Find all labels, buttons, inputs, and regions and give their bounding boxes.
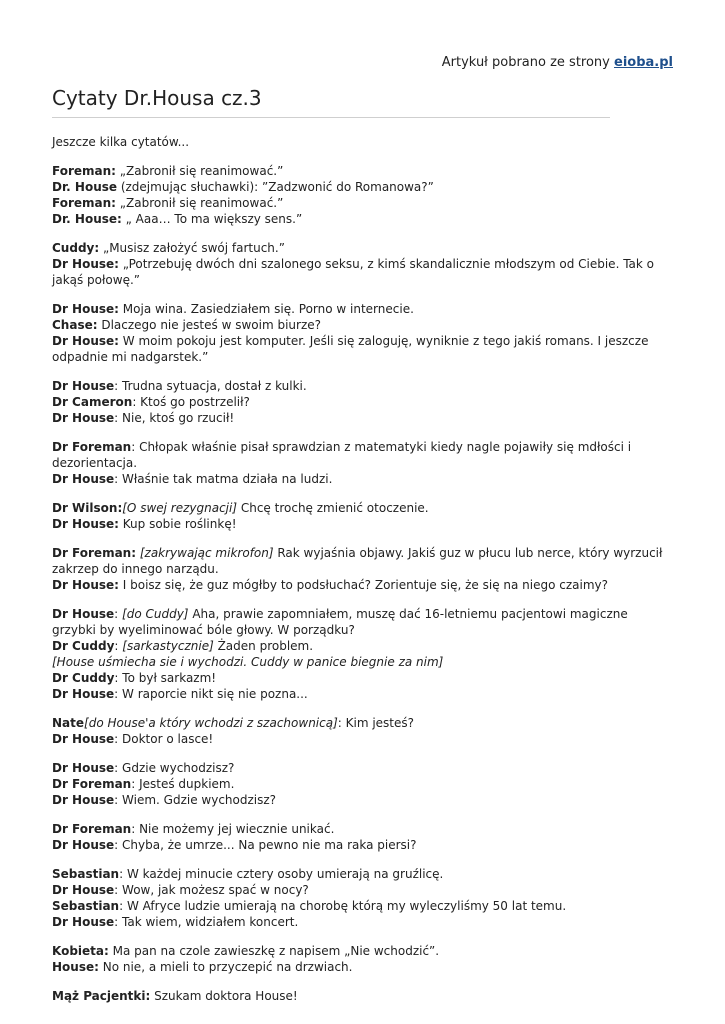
quote-line bbox=[52, 760, 672, 776]
speaker-name: Foreman: bbox=[52, 164, 116, 178]
quote-text: : Jesteś dupkiem. bbox=[131, 777, 235, 791]
quote-text: : Tak wiem, widziałem koncert. bbox=[114, 915, 299, 929]
quote-text: : Trudna sytuacja, dostał z kulki. bbox=[114, 379, 307, 393]
quote-paragraph bbox=[52, 163, 672, 227]
quote-line bbox=[52, 179, 672, 195]
speaker-name: Dr House: bbox=[52, 334, 119, 348]
quote-text: : Chyba, że umrze... Na pewno nie ma raka piersi? bbox=[114, 838, 417, 852]
quote-line bbox=[52, 195, 672, 211]
speaker-name: Cuddy: bbox=[52, 241, 100, 255]
speaker-name: Dr House bbox=[52, 793, 115, 807]
quote-text: W moim pokoju jest komputer. Jeśli się zaloguję, wyniknie z tego jakiś romans. I jeszcze odpadnie mi nadgarstek.” bbox=[52, 334, 649, 364]
speaker-name: Chase: bbox=[52, 318, 98, 332]
quote-text: „Potrzebuję dwóch dni szalonego seksu, z kimś skandalicznie młodszym od Ciebie. Tak o jakąś połowę.” bbox=[52, 257, 654, 287]
speaker-name: Dr House bbox=[52, 411, 115, 425]
quote-line bbox=[52, 654, 672, 670]
quote-line bbox=[52, 545, 672, 577]
quote-text: „Musisz założyć swój fartuch.” bbox=[99, 241, 285, 255]
quote-text: Szukam doktora House! bbox=[150, 989, 298, 1003]
speaker-name: Dr House bbox=[52, 915, 115, 929]
quote-text: : Gdzie wychodzisz? bbox=[114, 761, 235, 775]
quote-line bbox=[52, 516, 672, 532]
title-divider bbox=[52, 117, 610, 118]
quote-text: : bbox=[114, 607, 123, 621]
quote-line bbox=[52, 943, 672, 959]
quote-paragraph bbox=[52, 988, 672, 1004]
speaker-name: Dr House bbox=[52, 379, 115, 393]
page-title: Cytaty Dr.Housa cz.3 bbox=[52, 86, 262, 110]
quote-line bbox=[52, 439, 672, 471]
quote-line bbox=[52, 163, 672, 179]
stage-direction: [zakrywając mikrofon] bbox=[139, 546, 274, 560]
speaker-name: Dr House bbox=[52, 761, 115, 775]
quote-paragraph bbox=[52, 500, 672, 532]
quote-text: Rak wyjaśnia objawy. Jakiś guz w płucu lub nerce, który wyrzucił zakrzep do innego narządu. bbox=[52, 546, 663, 576]
quote-text: : W raporcie nikt się nie pozna... bbox=[114, 687, 308, 701]
quote-text: : W każdej minucie cztery osoby umierają na gruźlicę. bbox=[119, 867, 444, 881]
source-prefix: Artykuł pobrano ze strony bbox=[441, 55, 610, 70]
quote-text: „Zabronił się reanimować.” bbox=[115, 164, 284, 178]
quote-line bbox=[52, 837, 672, 853]
quote-text: : Doktor o lasce! bbox=[114, 732, 214, 746]
quote-line bbox=[52, 500, 672, 516]
quote-text: : Nie możemy jej wiecznie unikać. bbox=[131, 822, 335, 836]
quote-paragraph bbox=[52, 715, 672, 747]
stage-direction: [do House'a który wchodzi z szachownicą] bbox=[84, 716, 338, 730]
source-note bbox=[442, 55, 673, 70]
quote-line bbox=[52, 240, 672, 256]
quote-text: I boisz się, że guz mógłby to podsłuchać? Zorientuje się, że się na niego czaimy? bbox=[118, 578, 609, 592]
speaker-name: Mąż Pacjentki: bbox=[52, 989, 151, 1003]
quote-line bbox=[52, 914, 672, 930]
speaker-name: Dr Foreman bbox=[52, 777, 132, 791]
intro-paragraph: Jeszcze kilka cytatów... bbox=[52, 135, 190, 149]
speaker-name: Dr House bbox=[52, 687, 115, 701]
speaker-name: Foreman: bbox=[52, 196, 116, 210]
quote-line bbox=[52, 333, 672, 365]
quote-line bbox=[52, 638, 672, 654]
speaker-name: Dr. House bbox=[52, 180, 118, 194]
quote-line bbox=[52, 731, 672, 747]
speaker-name: Dr Cameron bbox=[52, 395, 133, 409]
quote-line bbox=[52, 959, 672, 975]
quote-paragraph bbox=[52, 439, 672, 487]
stage-direction: [O swej rezygnacji] bbox=[122, 501, 238, 515]
quote-paragraph bbox=[52, 760, 672, 808]
quote-text: : Wiem. Gdzie wychodzisz? bbox=[114, 793, 277, 807]
quote-paragraph bbox=[52, 378, 672, 426]
quote-paragraph bbox=[52, 866, 672, 930]
quote-text: : bbox=[114, 639, 123, 653]
speaker-name: Nate bbox=[52, 716, 85, 730]
quote-paragraph bbox=[52, 943, 672, 975]
quote-line bbox=[52, 378, 672, 394]
quote-text: : Ktoś go postrzelił? bbox=[132, 395, 250, 409]
speaker-name: Dr Foreman: bbox=[52, 546, 137, 560]
quote-line bbox=[52, 606, 672, 638]
speaker-name: Dr House: bbox=[52, 302, 119, 316]
quote-text: : Wow, jak możesz spać w nocy? bbox=[114, 883, 309, 897]
speaker-name: Dr Wilson: bbox=[52, 501, 123, 515]
quote-line bbox=[52, 317, 672, 333]
quote-text: : To był sarkazm! bbox=[114, 671, 217, 685]
quote-text: Ma pan na czole zawieszkę z napisem „Nie wchodzić”. bbox=[108, 944, 440, 958]
stage-direction: [do Cuddy] bbox=[122, 607, 189, 621]
quote-line bbox=[52, 301, 672, 317]
quote-text: : Nie, ktoś go rzucił! bbox=[114, 411, 235, 425]
quote-line bbox=[52, 410, 672, 426]
quote-text: (zdejmując słuchawki): ”Zadzwonić do Romanowa?” bbox=[117, 180, 434, 194]
quote-paragraph bbox=[52, 240, 672, 288]
stage-direction: [House uśmiecha sie i wychodzi. Cuddy w panice biegnie za nim] bbox=[52, 655, 444, 669]
speaker-name: Dr House bbox=[52, 883, 115, 897]
quote-text: : Kim jesteś? bbox=[337, 716, 415, 730]
quote-paragraph bbox=[52, 545, 672, 593]
quote-line bbox=[52, 471, 672, 487]
speaker-name: Dr House bbox=[52, 838, 115, 852]
speaker-name: Sebastian bbox=[52, 867, 120, 881]
quote-paragraph bbox=[52, 301, 672, 365]
quote-line bbox=[52, 211, 672, 227]
quote-text: Chcę trochę zmienić otoczenie. bbox=[237, 501, 429, 515]
speaker-name: Dr House: bbox=[52, 578, 119, 592]
speaker-name: Dr House bbox=[52, 732, 115, 746]
quote-text: „Zabronił się reanimować.” bbox=[115, 196, 284, 210]
speaker-name: Dr House bbox=[52, 472, 115, 486]
quote-line bbox=[52, 686, 672, 702]
quote-line bbox=[52, 394, 672, 410]
quotes-list bbox=[52, 163, 672, 1004]
quote-line bbox=[52, 715, 672, 731]
quote-text: Kup sobie roślinkę! bbox=[118, 517, 237, 531]
speaker-name: House: bbox=[52, 960, 99, 974]
speaker-name: Dr Cuddy bbox=[52, 671, 115, 685]
quote-line bbox=[52, 256, 672, 288]
speaker-name: Dr House: bbox=[52, 517, 119, 531]
quote-line bbox=[52, 776, 672, 792]
quote-line bbox=[52, 988, 672, 1004]
speaker-name: Dr Cuddy bbox=[52, 639, 115, 653]
quote-text: Dlaczego nie jesteś w swoim biurze? bbox=[97, 318, 322, 332]
quote-text: Aha, prawie zapomniałem, muszę dać 16-letniemu pacjentowi magiczne grzybki by wyeliminować bóle głowy. W porządku? bbox=[52, 607, 628, 637]
speaker-name: Kobieta: bbox=[52, 944, 109, 958]
speaker-name: Dr. House: bbox=[52, 212, 122, 226]
speaker-name: Dr House bbox=[52, 607, 115, 621]
stage-direction: [sarkastycznie] bbox=[122, 639, 214, 653]
quote-line bbox=[52, 866, 672, 882]
quote-text: : W Afryce ludzie umierają na chorobę którą my wyleczyliśmy 50 lat temu. bbox=[119, 899, 567, 913]
quote-paragraph bbox=[52, 821, 672, 853]
quote-text: No nie, a mieli to przyczepić na drzwiach. bbox=[98, 960, 353, 974]
speaker-name: Dr Foreman bbox=[52, 822, 132, 836]
quote-line bbox=[52, 882, 672, 898]
article-body bbox=[52, 134, 672, 1017]
quote-line bbox=[52, 670, 672, 686]
quote-text: : Właśnie tak matma działa na ludzi. bbox=[114, 472, 333, 486]
quote-line bbox=[52, 898, 672, 914]
quote-text: Żaden problem. bbox=[213, 639, 314, 653]
quote-text: : Chłopak właśnie pisał sprawdzian z matematyki kiedy nagle pojawiły się mdłości i dezorientacja. bbox=[52, 440, 632, 470]
source-link[interactable]: eioba.pl bbox=[614, 55, 673, 70]
speaker-name: Sebastian bbox=[52, 899, 120, 913]
speaker-name: Dr Foreman bbox=[52, 440, 132, 454]
quote-paragraph bbox=[52, 606, 672, 702]
quote-text: „ Aaa… To ma większy sens.” bbox=[121, 212, 303, 226]
quote-line bbox=[52, 792, 672, 808]
speaker-name: Dr House: bbox=[52, 257, 119, 271]
quote-line bbox=[52, 821, 672, 837]
quote-line bbox=[52, 577, 672, 593]
quote-text: Moja wina. Zasiedziałem się. Porno w internecie. bbox=[118, 302, 414, 316]
